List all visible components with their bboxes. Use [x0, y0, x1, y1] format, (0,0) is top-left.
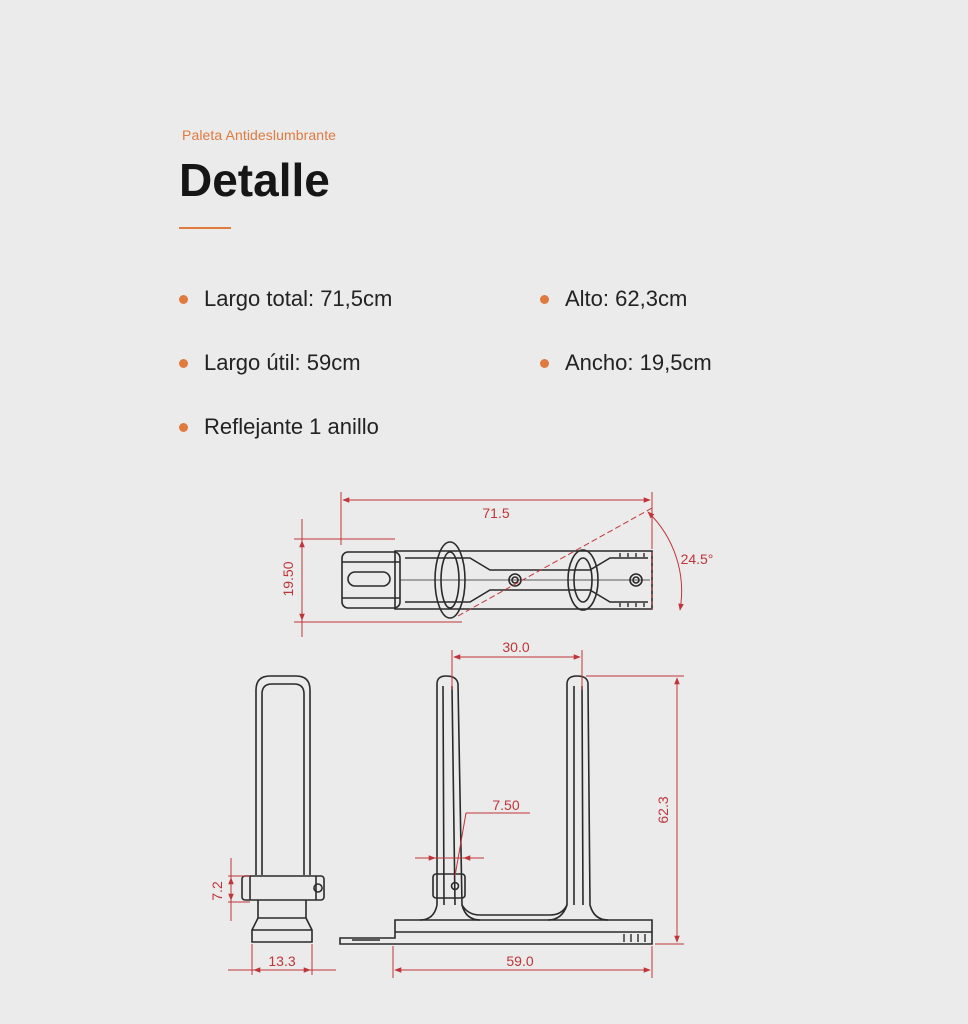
- dim-base-length: 59.0: [506, 953, 534, 969]
- page-title: Detalle: [179, 154, 330, 206]
- dim-ring-width: 7.50: [492, 797, 520, 813]
- spec-label: Reflejante 1 anillo: [204, 414, 379, 439]
- spec-label: Alto: 62,3cm: [565, 286, 688, 311]
- spec-label: Largo total: 71,5cm: [204, 286, 393, 311]
- side-view: [209, 676, 336, 975]
- section-eyebrow: Paleta Antideslumbrante: [182, 127, 337, 143]
- spec-label: Largo útil: 59cm: [204, 350, 361, 375]
- dim-post-spacing: 30.0: [502, 639, 530, 655]
- spec-label: Ancho: 19,5cm: [565, 350, 712, 375]
- front-view: [340, 639, 684, 978]
- dim-base-width: 13.3: [268, 953, 296, 969]
- dim-angle: 24.5°: [680, 551, 714, 567]
- dim-height: 62.3: [655, 796, 671, 824]
- dim-ring-height: 7.2: [209, 881, 225, 901]
- top-view: [280, 492, 713, 637]
- dim-length: 71.5: [482, 505, 510, 521]
- dim-width: 19.50: [280, 561, 296, 597]
